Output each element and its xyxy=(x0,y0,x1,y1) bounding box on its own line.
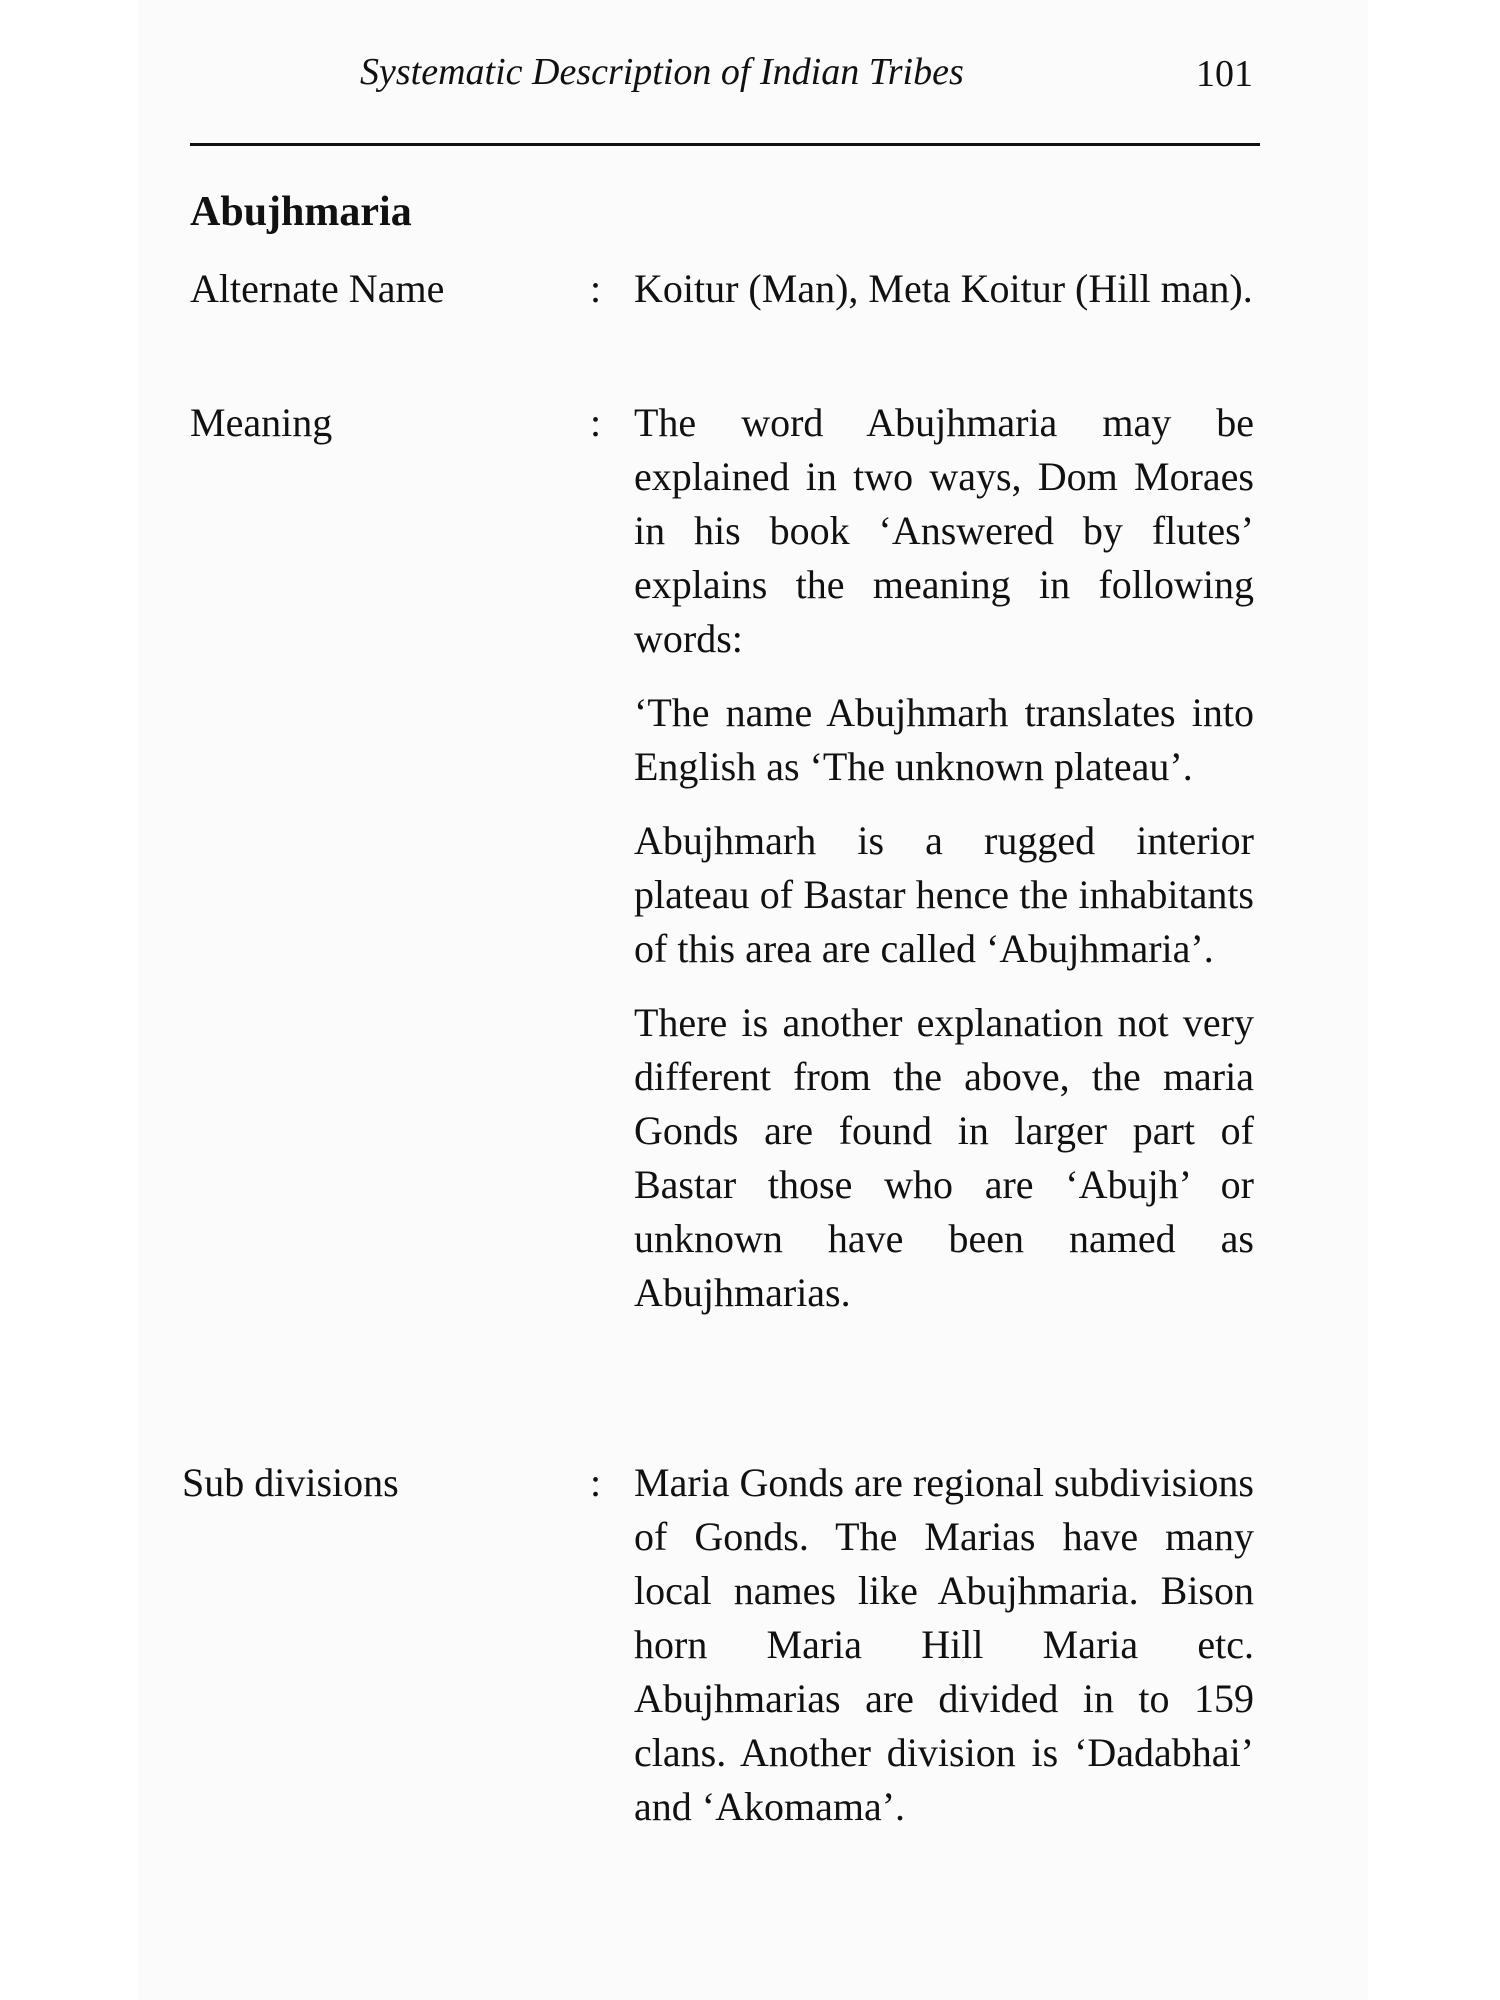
meaning-paragraph: Abujhmarh is a rugged interior plateau of Bastar hence the inhabitants of this area are called ‘Abujhmaria’. xyxy=(634,818,1254,971)
sub-divisions-value xyxy=(634,1456,1254,1834)
alternate-name-colon: : xyxy=(590,266,602,311)
alternate-name-label: Alternate Name xyxy=(190,266,445,311)
running-head: Systematic Description of Indian Tribes xyxy=(360,51,964,93)
entry-title: Abujhmaria xyxy=(190,189,412,235)
alternate-name-value xyxy=(634,262,1254,316)
alternate-name-text: Koitur (Man), Meta Koitur (Hill man). xyxy=(634,266,1253,311)
meaning-colon: : xyxy=(590,400,602,445)
sub-divisions-label: Sub divisions xyxy=(182,1460,399,1505)
meaning-paragraph: ‘The name Abujhmarh translates into English as ‘The unknown plateau’. xyxy=(634,690,1254,789)
sub-divisions-colon: : xyxy=(590,1460,602,1505)
page-number: 101 xyxy=(1196,53,1253,95)
meaning-label: Meaning xyxy=(190,400,333,445)
header-rule xyxy=(190,143,1260,146)
sub-divisions-text: Maria Gonds are regional subdivisions of Gonds. The Marias have many local names like Abujhmaria. Bison horn Maria Hill Maria etc. Abujhmarias are divided in to 159 clans. Another division is ‘Dadabhai’ and ‘Akomama’. xyxy=(634,1460,1254,1829)
meaning-value xyxy=(634,396,1254,1320)
meaning-paragraph: There is another explanation not very different from the above, the maria Gonds are found in larger part of Bastar those who are ‘Abujh’ or unknown have been named as Abujhmarias. xyxy=(634,1000,1254,1315)
meaning-paragraph: The word Abujhmaria may be explained in two ways, Dom Moraes in his book ‘Answered by flutes’ explains the meaning in following words: xyxy=(634,400,1254,661)
